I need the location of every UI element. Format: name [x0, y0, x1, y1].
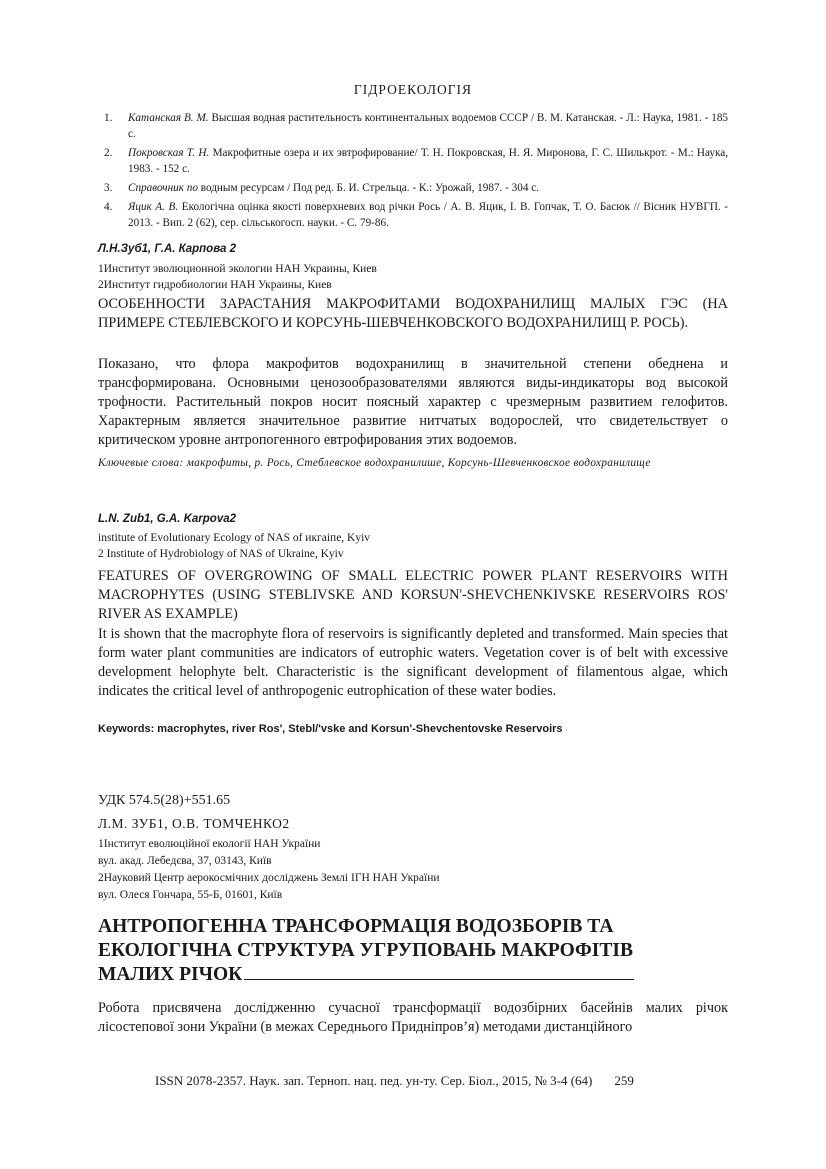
title-underline-rule	[244, 978, 634, 980]
reference-list	[98, 110, 728, 234]
udk-code: УДК 574.5(28)+551.65	[98, 793, 231, 808]
authors-ru: Л.Н.Зуб1, Г.А. Карпова 2	[98, 243, 236, 255]
affiliation-ru-1: 1Институт эволюционной экологии НАН Украины, Киев	[98, 263, 377, 275]
abstract-uk: Робота присвячена дослідженню сучасної трансформації водозбірних басейнів малих річок лісостепової зони України (в межах Середнього Придніпров’я) методами дистанційного	[98, 1000, 728, 1035]
affiliation-ru-2: 2Институт гидробиологии НАН Украины, Киев	[98, 279, 332, 291]
article-title-uk	[98, 915, 728, 987]
title-en: FEATURES OF OVERGROWING OF SMALL ELECTRIC POWER PLANT RESERVOIRS WITH MACROPHYTES (USING STEBLIVSKE AND KORSUN'-SHEVCHENKIVSKE RESERVOIRS ROS' RIVER AS EXAMPLE)	[98, 568, 728, 622]
reference-text: водным ресурсам / Под ред. Б. И. Стрельца. - К.: Урожай, 1987. - 304 с.	[200, 182, 540, 194]
reference-author: Катанская В. М.	[128, 112, 209, 124]
page-footer	[155, 1073, 634, 1089]
reference-number: 2.	[104, 147, 113, 159]
affiliations-uk	[98, 836, 728, 904]
reference-author: Справочник по	[128, 182, 198, 194]
abstract-en: It is shown that the macrophyte flora of reservoirs is significantly depleted and transformed. Main species that form water plant communities are indicators of eutrophic waters. Vegetation cover is of belt with excessive development helophyte belt. Characteristic is the significant development of filamentous algae, which indicates the critical level of anthropogenic eutrophication of these water bodies.	[98, 626, 728, 699]
authors-en: L.N. Zub1, G.A. Karpova2	[98, 513, 237, 525]
reference-author: Покровская Т. Н.	[128, 147, 210, 159]
reference-number: 4.	[104, 201, 113, 213]
reference-number: 3.	[104, 182, 113, 194]
reference-item	[98, 180, 728, 196]
reference-item	[98, 199, 728, 231]
reference-text: Екологічна оцінка якості поверхневих вод річки Рось / А. В. Яцик, І. В. Гопчак, Т. О. Басюк // Вісник НУВГП. - 2013. - Вип. 2 (62), сер. сільськогосп. науки. - С. 79-86.	[128, 201, 728, 229]
title-line: ЕКОЛОГІЧНА СТРУКТУРА УГРУПОВАНЬ МАКРОФІТІВ	[98, 940, 633, 961]
affiliation-en-1: institute of Evolutionary Ecology of NAS of икгаіпе, Kyiv	[98, 532, 371, 544]
title-ru: ОСОБЕННОСТИ ЗАРАСТАНИЯ МАКРОФИТАМИ ВОДОХРАНИЛИЩ МАЛЫХ ГЭС (НА ПРИМЕРЕ СТЕБЛЕВСКОГО И КОРСУНЬ-ШЕВЧЕНКОВСКОГО ВОДОХРАНИЛИЩ Р. РОСЬ).	[98, 296, 728, 331]
reference-item	[98, 110, 728, 142]
abstract-ru: Показано, что флора макрофитов водохранилищ в значительной степени обеднена и трансформирована. Основными ценозообразователями являются виды-индикаторы вод высокой трофности. Растительный покров носит поясный характер с чрезмерным развитием гелофитов. Характерным является значительное развитие нитчатых водорослей, что свидетельствует о критическом уровне антропогенного евтрофирования этих водоемов.	[98, 356, 728, 448]
affiliation-uk-2-address: вул. Олеся Гончара, 55-Б, 01601, Київ	[98, 889, 283, 901]
reference-text: Макрофитные озера и их эвтрофирование/ Т. Н. Покровская, Н. Я. Миронова, Г. С. Шилькрот. - М.: Наука, 1983. - 152 с.	[128, 147, 729, 175]
reference-text: Высшая водная растительность континентальных водоемов СССР / В. М. Катанская. - Л.: Наука, 1981. - 185 с.	[128, 112, 729, 140]
page-number: 259	[614, 1073, 634, 1088]
title-line: АНТРОПОГЕННА ТРАНСФОРМАЦІЯ ВОДОЗБОРІВ ТА	[98, 916, 614, 937]
affiliation-uk-1: 1Інститут еволюційної екології НАН України	[98, 838, 321, 850]
journal-citation: ISSN 2078-2357. Наук. зап. Терноп. нац. пед. ун-ту. Сер. Біол., 2015, № 3-4 (64)	[155, 1073, 593, 1088]
authors-uk: Л.М. ЗУБ1, О.В. ТОМЧЕНКО2	[98, 816, 290, 831]
affiliation-uk-1-address: вул. акад. Лебедєва, 37, 03143, Київ	[98, 855, 272, 867]
running-header: ГІДРОЕКОЛОГІЯ	[353, 82, 473, 97]
reference-number: 1.	[104, 112, 113, 124]
keywords-en: Keywords: macrophytes, river Ros', Stebl/'vske and Korsun'-Shevchentovske Reservoirs	[98, 723, 563, 735]
reference-author: Яцик А. В.	[128, 201, 179, 213]
title-line: МАЛИХ РІЧОК	[98, 964, 243, 985]
affiliation-en-2: 2 Institute of Hydrobiology of NAS of Ukraine, Kyiv	[98, 548, 344, 560]
affiliation-uk-2: 2Науковий Центр аерокосмічних досліджень Землі ІГН НАН України	[98, 872, 440, 884]
keywords-ru: Ключевые слова: макрофиты, р. Рось, Стеблевское водохранилише, Корсунь-Шевченковское водохранилище	[98, 457, 651, 469]
reference-item	[98, 145, 728, 177]
